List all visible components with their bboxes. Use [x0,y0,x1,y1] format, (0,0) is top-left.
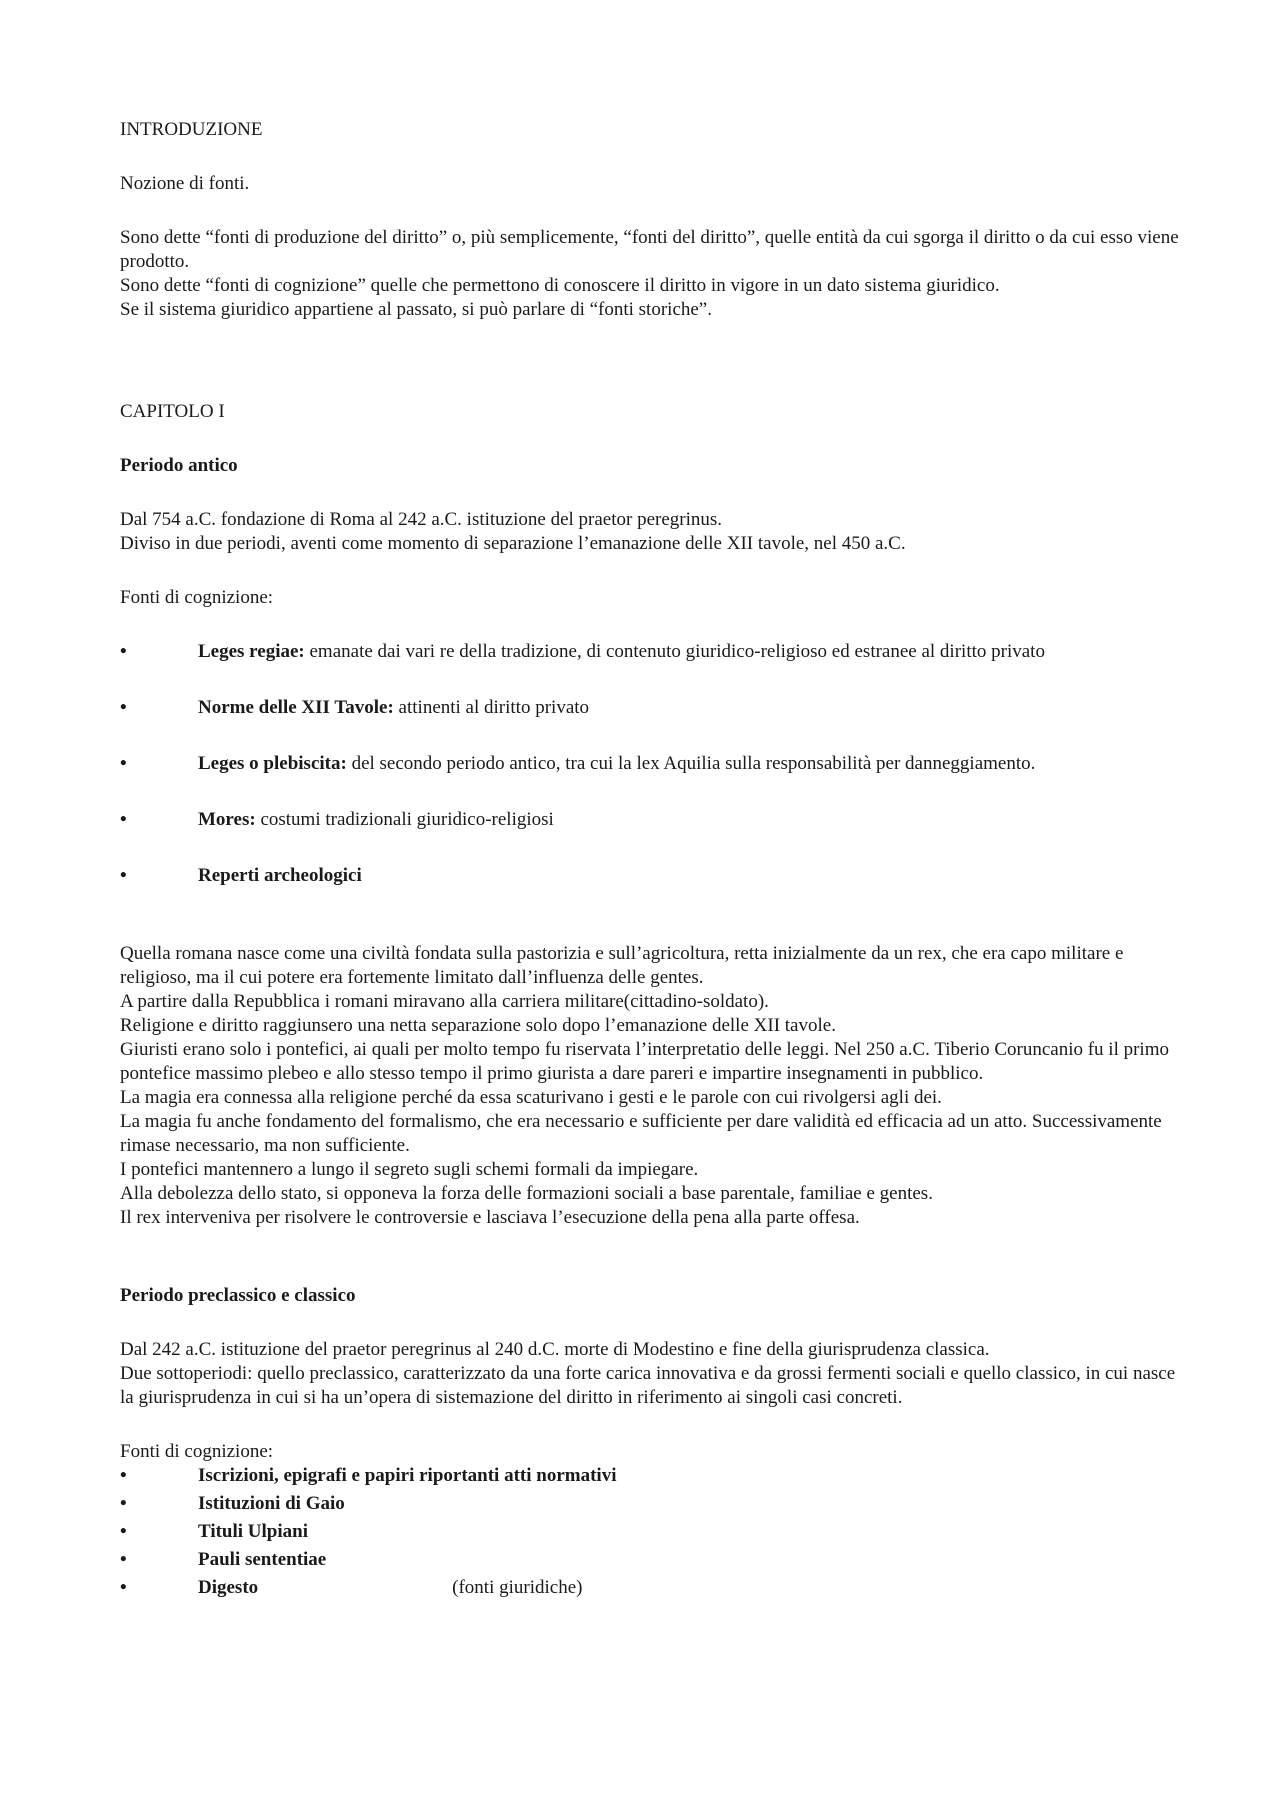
body-paragraph: Quella romana nasce come una civiltà fondata sulla pastorizia e sull’agricoltura, retta inizialmente da un rex, che era capo militare e religioso, ma il cui potere era fortemente limitato dall’influenza delle gentes. [120,943,1124,988]
body-paragraph: Giuristi erano solo i pontefici, ai quali per molto tempo fu riservata l’interpretatio delle leggi. Nel 250 a.C. Tiberio Coruncanio fu il primo pontefice massimo plebeo e allo stesso tempo il primo giurista a dare pareri e impartire insegnamenti in pubblico. [120,1039,1169,1084]
bullet-icon: • [120,753,127,774]
body-paragraph: A partire dalla Repubblica i romani miravano alla carriera militare(cittadino-soldato). [120,991,769,1012]
intro-paragraph-2: Sono dette “fonti di cognizione” quelle che permettono di conoscere il diritto in vigore in un dato sistema giuridico. [120,275,1000,296]
body-paragraph: La magia fu anche fondamento del formalismo, che era necessario e sufficiente per dare validità ed efficacia ad un atto. Successivamente rimase necessario, ma non sufficiente. [120,1111,1162,1156]
list-item [120,1464,1180,1488]
source-term: Norme delle XII Tavole: [198,697,394,718]
source-term: Iscrizioni, epigrafi e papiri riportanti atti normativi [198,1465,617,1486]
source-desc: emanate dai vari re della tradizione, di contenuto giuridico-religioso ed estranee al diritto privato [304,641,1045,662]
intro-heading: INTRODUZIONE [120,119,263,140]
bullet-icon: • [120,1493,127,1514]
source-term: Digesto [198,1577,259,1598]
list-item [120,1492,1180,1516]
list-item [120,1520,1180,1544]
source-note: (fonti giuridiche) [452,1577,583,1598]
body-paragraph: Religione e diritto raggiunsero una netta separazione solo dopo l’emanazione delle XII tavole. [120,1015,836,1036]
body-paragraph: La magia era connessa alla religione perché da essa scaturivano i gesti e le parole con cui rivolgersi agli dei. [120,1087,942,1108]
list-item [120,808,1180,832]
list-item [120,696,1180,720]
list-item [120,864,1180,888]
document-page [120,118,1180,1604]
source-term: Leges o plebiscita: [198,753,347,774]
section-title-antico: Periodo antico [120,455,238,476]
list-item [120,752,1180,776]
classico-line-2: Due sottoperiodi: quello preclassico, caratterizzato da una forte carica innovativa e da grossi fermenti sociali e quello classico, in cui nasce la giurisprudenza in cui si ha un’opera di sistemazione del diritto in riferimento ai singoli casi concreti. [120,1363,1176,1408]
source-term: Istituzioni di Gaio [198,1493,345,1514]
source-term: Mores: [198,809,256,830]
bullet-icon: • [120,809,127,830]
intro-paragraph-3: Se il sistema giuridico appartiene al passato, si può parlare di “fonti storiche”. [120,299,712,320]
bullet-icon: • [120,641,127,662]
antico-line-2: Diviso in due periodi, aventi come momento di separazione l’emanazione delle XII tavole, nel 450 a.C. [120,533,906,554]
intro-paragraph-1: Sono dette “fonti di produzione del diritto” o, più semplicemente, “fonti del diritto”, quelle entità da cui sgorga il diritto o da cui esso viene prodotto. [120,227,1179,272]
source-desc: attinenti al diritto privato [393,697,590,718]
classico-fonti-label: Fonti di cognizione: [120,1441,274,1462]
list-item [120,640,1180,664]
body-paragraph: I pontefici mantennero a lungo il segreto sugli schemi formali da impiegare. [120,1159,699,1180]
source-desc: del secondo periodo antico, tra cui la lex Aquilia sulla responsabilità per danneggiamento. [346,753,1036,774]
antico-fonti-label: Fonti di cognizione: [120,587,274,608]
antico-body [120,942,1180,1230]
section-title-classico: Periodo preclassico e classico [120,1285,356,1306]
source-term: Pauli sententiae [198,1549,327,1570]
bullet-icon: • [120,697,127,718]
classico-sources-list [120,1464,1180,1600]
chapter-heading: CAPITOLO I [120,401,225,422]
bullet-icon: • [120,1549,127,1570]
bullet-icon: • [120,1465,127,1486]
antico-sources-list [120,640,1180,888]
bullet-icon: • [120,1577,127,1598]
body-paragraph: Alla debolezza dello stato, si opponeva la forza delle formazioni sociali a base parentale, familiae e gentes. [120,1183,933,1204]
bullet-icon: • [120,1521,127,1542]
source-desc: costumi tradizionali giuridico-religiosi [255,809,554,830]
bullet-icon: • [120,865,127,886]
list-item [120,1576,1180,1600]
classico-line-1: Dal 242 a.C. istituzione del praetor peregrinus al 240 d.C. morte di Modestino e fine della giurisprudenza classica. [120,1339,990,1360]
source-term: Leges regiae: [198,641,305,662]
source-term: Reperti archeologici [198,865,362,886]
source-term: Tituli Ulpiani [198,1521,309,1542]
antico-line-1: Dal 754 a.C. fondazione di Roma al 242 a.C. istituzione del praetor peregrinus. [120,509,723,530]
body-paragraph: Il rex interveniva per risolvere le controversie e lasciava l’esecuzione della pena alla parte offesa. [120,1207,860,1228]
list-item [120,1548,1180,1572]
intro-subheading: Nozione di fonti. [120,173,250,194]
